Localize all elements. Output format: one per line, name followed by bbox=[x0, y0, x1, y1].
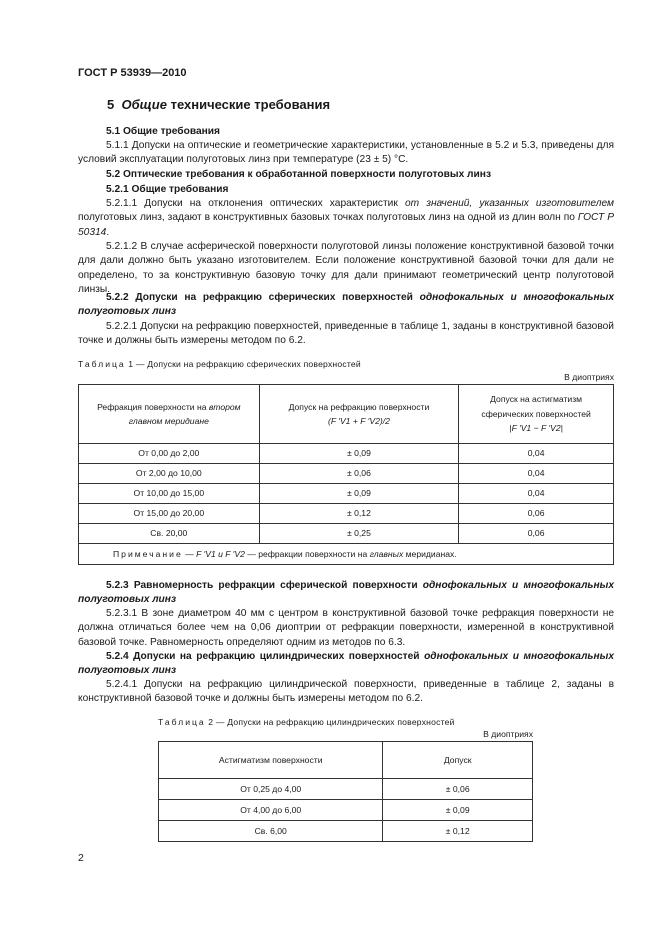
paragraph-5-2-1-1: 5.2.1.1 Допуски на отклонения оптических характеристик от значений, указанных изготовителем полуготовых линз, задают в конструктивных базовых точках полуготовых линз на одной из длин волн по ГОСТ Р 50314. bbox=[78, 198, 615, 238]
paragraph-5-2-3-1: 5.2.3.1 В зоне диаметром 40 мм с центром в конструктивной базовой точке рефракция поверхности не должна отличаться более чем на 0,06 диоптрии от рефракции поверхности, измеренной в конструктивной базовой точке. Равномерность определяют одним из методов по 6.3. bbox=[78, 608, 614, 648]
table1-header-refraction: Рефракция поверхности на втором главном меридиане bbox=[79, 385, 260, 444]
section-5-title: 5 Общие технические требования bbox=[107, 97, 331, 112]
table-cell: ± 0,25 bbox=[259, 524, 459, 544]
table-cell: Св. 6,00 bbox=[159, 821, 383, 842]
table-cell: 0,06 bbox=[459, 504, 614, 524]
table-cell: ± 0,06 bbox=[383, 779, 533, 800]
section-5-2-3-heading: 5.2.3 Равномерность рефракции сферической поверхности однофокальных и многофокальных полуготовых линз bbox=[78, 580, 614, 606]
table-cell: Св. 20,00 bbox=[79, 524, 260, 544]
table-cell: От 10,00 до 15,00 bbox=[79, 484, 260, 504]
table2-unit: В диоптриях bbox=[483, 729, 533, 739]
document-header: ГОСТ Р 53939—2010 bbox=[78, 67, 187, 79]
table-cell: ± 0,09 bbox=[383, 800, 533, 821]
table-cell: ± 0,09 bbox=[259, 444, 459, 464]
table-cell: 0,04 bbox=[459, 444, 614, 464]
table2 bbox=[158, 741, 533, 842]
table-cell: ± 0,09 bbox=[259, 484, 459, 504]
page-number: 2 bbox=[78, 852, 84, 864]
table2-header-row bbox=[159, 742, 533, 779]
table-cell: От 2,00 до 10,00 bbox=[79, 464, 260, 484]
table-cell: ± 0,12 bbox=[259, 504, 459, 524]
table1-header-astigmatism: Допуск на астигматизм сферических поверхностей |F ′V1 − F ′V2| bbox=[459, 385, 614, 444]
table1-note: Примечание — F ′V1 и F ′V2 — рефракции поверхности на главных меридианах. bbox=[79, 544, 614, 565]
section-5-1-heading: 5.1 Общие требования bbox=[106, 126, 220, 137]
table-row bbox=[79, 464, 614, 484]
table2-header-tolerance: Допуск bbox=[383, 742, 533, 779]
table-cell: 0,04 bbox=[459, 484, 614, 504]
table-cell: ± 0,06 bbox=[259, 464, 459, 484]
paragraph-5-2-4-1: 5.2.4.1 Допуски на рефракцию цилиндрической поверхности, приведенные в таблице 2, заданы в конструктивной базовой точке и должны быть измерены методом по 6.2. bbox=[78, 679, 614, 705]
paragraph-5-1-1: 5.1.1 Допуски на оптические и геометрические характеристики, установленные в 5.2 и 5.3, приведены для условий эксплуатации полуготовых линз при температуре (23 ± 5) °С. bbox=[78, 140, 614, 166]
table-cell: 0,06 bbox=[459, 524, 614, 544]
table-row bbox=[79, 524, 614, 544]
table1-note-row bbox=[79, 544, 614, 565]
paragraph-5-2-1-2: 5.2.1.2 В случае асферической поверхности полуготовой линзы положение конструктивной базовой точки для дали должно быть указано изготовителем. Если положение конструктивной базовой точки для дали не определено, то за конструктивную базовую точку для дали принимают геометрический центр полуготовой линзы. bbox=[78, 241, 614, 296]
table-row bbox=[159, 821, 533, 842]
table1-unit: В диоптриях bbox=[564, 372, 614, 382]
table-row bbox=[159, 800, 533, 821]
table1-header-row bbox=[79, 385, 614, 444]
table1-caption: Таблица 1 — Допуски на рефракцию сферических поверхностей bbox=[78, 359, 361, 369]
table-cell: 0,04 bbox=[459, 464, 614, 484]
section-5-2-2-heading: 5.2.2 Допуски на рефракцию сферических поверхностей однофокальных и многофокальных полуготовых линз bbox=[78, 292, 614, 318]
table-row bbox=[79, 504, 614, 524]
table-cell: От 15,00 до 20,00 bbox=[79, 504, 260, 524]
table1 bbox=[78, 384, 614, 565]
table-cell: От 4,00 до 6,00 bbox=[159, 800, 383, 821]
paragraph-5-2-2-1: 5.2.2.1 Допуски на рефракцию поверхностей, приведенные в таблице 1, заданы в конструктивной базовой точке и должны быть измерены методом по 6.2. bbox=[78, 321, 614, 347]
table-cell: От 0,00 до 2,00 bbox=[79, 444, 260, 464]
table2-header-astigmatism: Астигматизм поверхности bbox=[159, 742, 383, 779]
table-row bbox=[159, 779, 533, 800]
section-5-2-1-heading: 5.2.1 Общие требования bbox=[106, 184, 229, 195]
section-5-2-heading: 5.2 Оптические требования к обработанной поверхности полуготовых линз bbox=[106, 169, 492, 180]
table-row bbox=[79, 484, 614, 504]
table2-caption: Таблица 2 — Допуски на рефракцию цилиндрических поверхностей bbox=[158, 717, 455, 727]
table1-header-tolerance: Допуск на рефракцию поверхности (F ′V1 + F ′V2)/2 bbox=[259, 385, 459, 444]
section-5-2-4-heading: 5.2.4 Допуски на рефракцию цилиндрических поверхностей однофокальных и многофокальных полуготовых линз bbox=[78, 651, 614, 677]
table-row bbox=[79, 444, 614, 464]
table-cell: От 0,25 до 4,00 bbox=[159, 779, 383, 800]
table-cell: ± 0,12 bbox=[383, 821, 533, 842]
